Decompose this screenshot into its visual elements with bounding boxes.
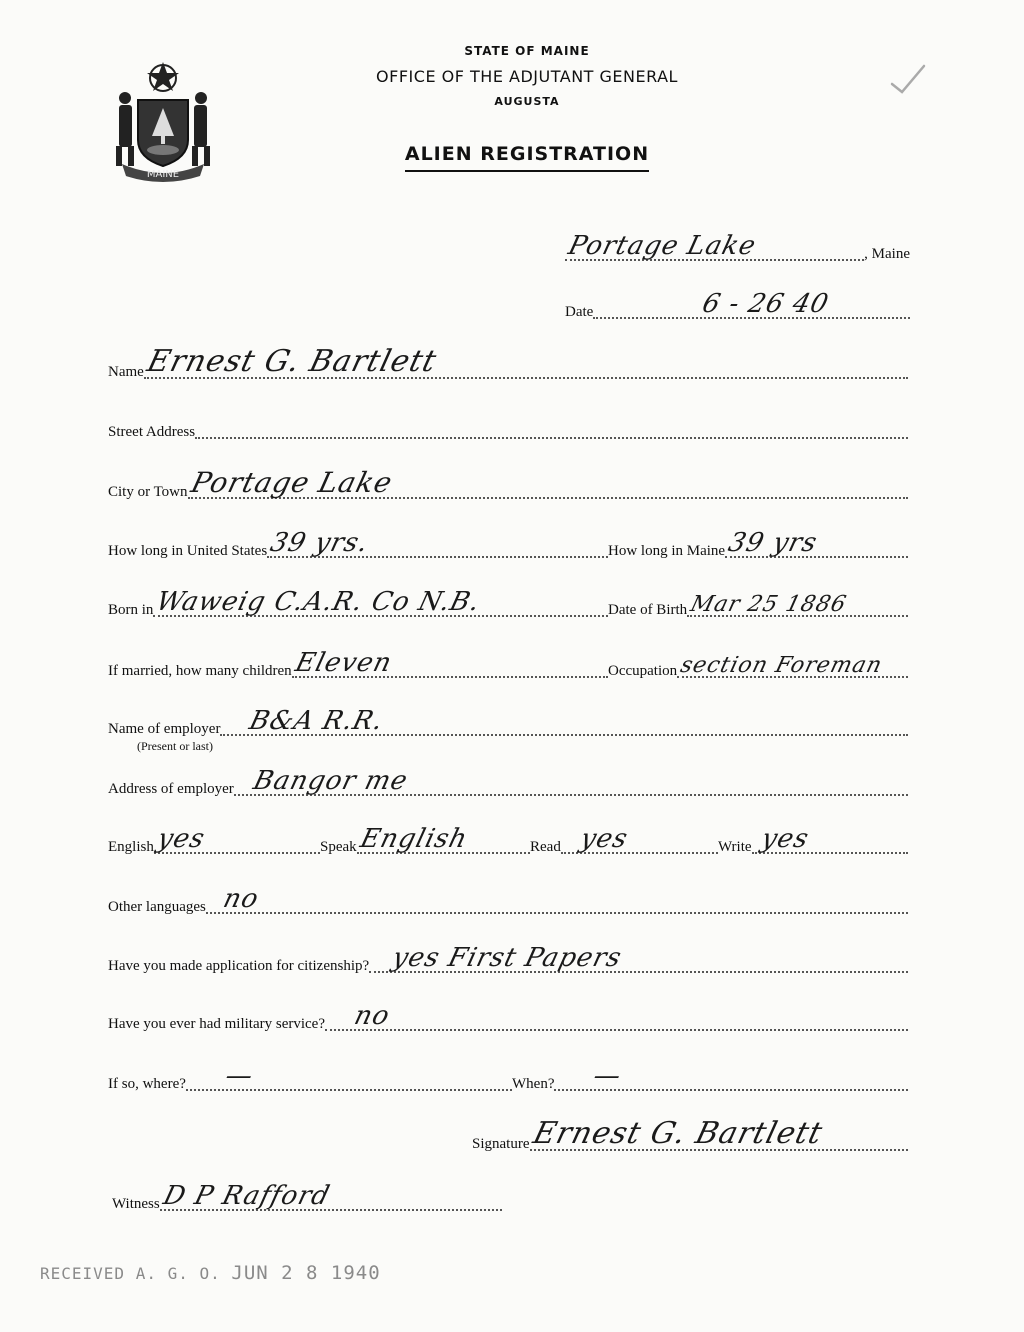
english-label: English xyxy=(108,839,154,855)
form-title: ALIEN REGISTRATION xyxy=(0,143,1024,172)
witness-field[interactable] xyxy=(112,1175,502,1215)
born-in-value: Waweig C.A.R. Co N.B. xyxy=(153,587,484,617)
occupation-value: section Foreman xyxy=(678,653,886,678)
received-stamp-date: JUN 2 8 1940 xyxy=(231,1262,381,1284)
city-heading: AUGUSTA xyxy=(494,95,560,108)
employer-address-label: Address of employer xyxy=(108,781,234,797)
date-field[interactable] xyxy=(565,283,910,323)
dob-value: Mar 25 1886 xyxy=(688,592,850,617)
name-value: Ernest G. Bartlett xyxy=(143,344,441,379)
place-field[interactable] xyxy=(565,225,910,265)
date-label: Date xyxy=(565,304,594,320)
other-languages-label: Other languages xyxy=(108,899,206,915)
place-value: Portage Lake xyxy=(565,231,760,261)
when-label: When? xyxy=(512,1076,555,1092)
children-label: If married, how many children xyxy=(108,663,292,679)
employer-address-field[interactable] xyxy=(108,760,908,800)
city-value: Portage Lake xyxy=(187,466,396,499)
military-field[interactable] xyxy=(108,995,908,1035)
speak-label: Speak xyxy=(320,839,357,855)
how-long-maine-label: How long in Maine xyxy=(608,543,726,559)
speak-value: English xyxy=(356,824,471,854)
other-languages-value: no xyxy=(220,884,263,914)
received-stamp xyxy=(40,1262,381,1284)
write-field[interactable] xyxy=(718,818,908,858)
where-field[interactable] xyxy=(108,1055,512,1095)
dob-label: Date of Birth xyxy=(608,602,688,618)
how-long-maine-field[interactable] xyxy=(608,522,908,562)
born-in-label: Born in xyxy=(108,602,154,618)
street-field[interactable] xyxy=(108,403,908,443)
when-field[interactable] xyxy=(512,1055,908,1095)
how-long-us-label: How long in United States xyxy=(108,543,268,559)
how-long-maine-value: 39 yrs xyxy=(725,528,821,558)
born-in-field[interactable] xyxy=(108,581,608,621)
english-value: yes xyxy=(154,824,209,854)
english-field[interactable] xyxy=(108,818,320,858)
where-label: If so, where? xyxy=(108,1076,186,1092)
employer-label: Name of employer xyxy=(108,721,221,737)
employer-field[interactable] xyxy=(108,700,908,740)
military-label: Have you ever had military service? xyxy=(108,1016,325,1032)
children-value: Eleven xyxy=(291,648,395,678)
other-languages-field[interactable] xyxy=(108,878,908,918)
employer-sublabel: (Present or last) xyxy=(137,739,213,753)
city-field[interactable] xyxy=(108,463,908,503)
employer-address-value: Bangor me xyxy=(250,766,411,796)
write-label: Write xyxy=(718,839,752,855)
received-stamp-text: RECEIVED A. G. O. xyxy=(40,1264,221,1283)
name-label: Name xyxy=(108,364,144,380)
name-field[interactable] xyxy=(108,343,908,383)
when-value: — xyxy=(590,1061,626,1091)
office-heading: OFFICE OF THE ADJUTANT GENERAL xyxy=(376,67,678,86)
read-label: Read xyxy=(530,839,561,855)
state-heading: STATE OF MAINE xyxy=(464,44,590,58)
employer-value: B&A R.R. xyxy=(246,706,388,736)
svg-text:MAINE: MAINE xyxy=(146,169,180,180)
street-label: Street Address xyxy=(108,424,196,440)
witness-value: D P Rafford xyxy=(159,1181,333,1211)
write-value: yes xyxy=(757,824,812,854)
how-long-us-value: 39 yrs. xyxy=(267,528,372,558)
place-suffix: , Maine xyxy=(864,246,910,262)
citizenship-field[interactable] xyxy=(108,937,908,977)
occupation-field[interactable] xyxy=(608,642,908,682)
city-label: City or Town xyxy=(108,484,188,500)
signature-value: Ernest G. Bartlett xyxy=(529,1116,826,1151)
witness-label: Witness xyxy=(112,1196,160,1212)
occupation-label: Occupation xyxy=(608,663,678,679)
date-value: 6 - 26 40 xyxy=(699,289,833,319)
read-field[interactable] xyxy=(530,818,718,858)
where-value: — xyxy=(222,1061,257,1091)
dob-field[interactable] xyxy=(608,581,908,621)
read-value: yes xyxy=(577,824,631,854)
children-field[interactable] xyxy=(108,642,608,682)
military-value: no xyxy=(351,1001,394,1031)
citizenship-value: yes First Papers xyxy=(389,943,626,973)
signature-field[interactable] xyxy=(472,1115,908,1155)
citizenship-label: Have you made application for citizenship? xyxy=(108,958,370,974)
signature-label: Signature xyxy=(472,1136,530,1152)
how-long-us-field[interactable] xyxy=(108,522,608,562)
speak-field[interactable] xyxy=(320,818,530,858)
